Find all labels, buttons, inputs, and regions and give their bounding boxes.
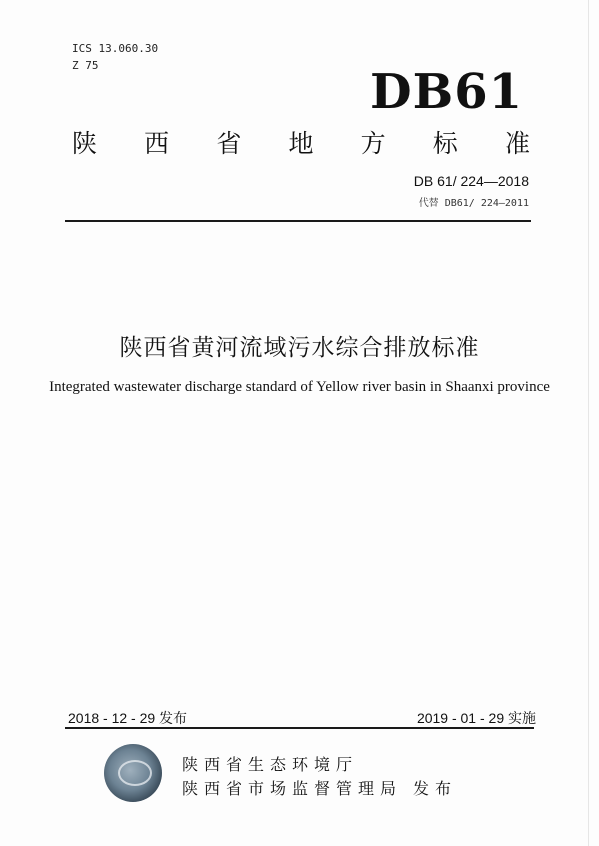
standard-type-char: 标 [432,129,458,158]
bottom-divider [65,727,534,729]
document-title-chinese: 陕西省黄河流域污水综合排放标准 [119,335,480,361]
classification-codes [72,40,158,74]
standard-type-char: 准 [504,129,530,158]
document-title-english: Integrated wastewater discharge standard of Yellow river basin in Shaanxi province [49,379,550,395]
standard-type-char: 方 [360,129,386,158]
standard-type-char: 西 [144,129,170,158]
issuer-name: 陕西省生态环境厅 [182,755,359,774]
standard-type-char: 陕 [72,129,98,158]
issued-label: 发布 [413,779,458,798]
top-divider [65,220,531,222]
ics-code: ICS 13.060.30 [72,42,159,55]
publish-date: 2018 - 12 - 29 发布 [68,710,188,726]
issuer-name: 陕西省市场监督管理局 [182,779,403,798]
implement-date: 2019 - 01 - 29 实施 [416,710,536,726]
ccs-code: Z 75 [72,59,99,72]
page-edge-line [588,0,589,846]
replaces-standard: 代替 DB61/ 224—2011 [418,198,529,209]
standard-type-char: 地 [288,129,314,158]
standard-type-heading [72,124,530,160]
standard-code-logo: DB61 [370,64,523,120]
standard-type-char: 省 [216,129,242,158]
emblem-globe-icon [118,760,152,786]
issuer-emblem-icon [104,744,162,802]
standard-number: DB 61/ 224—2018 [413,173,529,189]
